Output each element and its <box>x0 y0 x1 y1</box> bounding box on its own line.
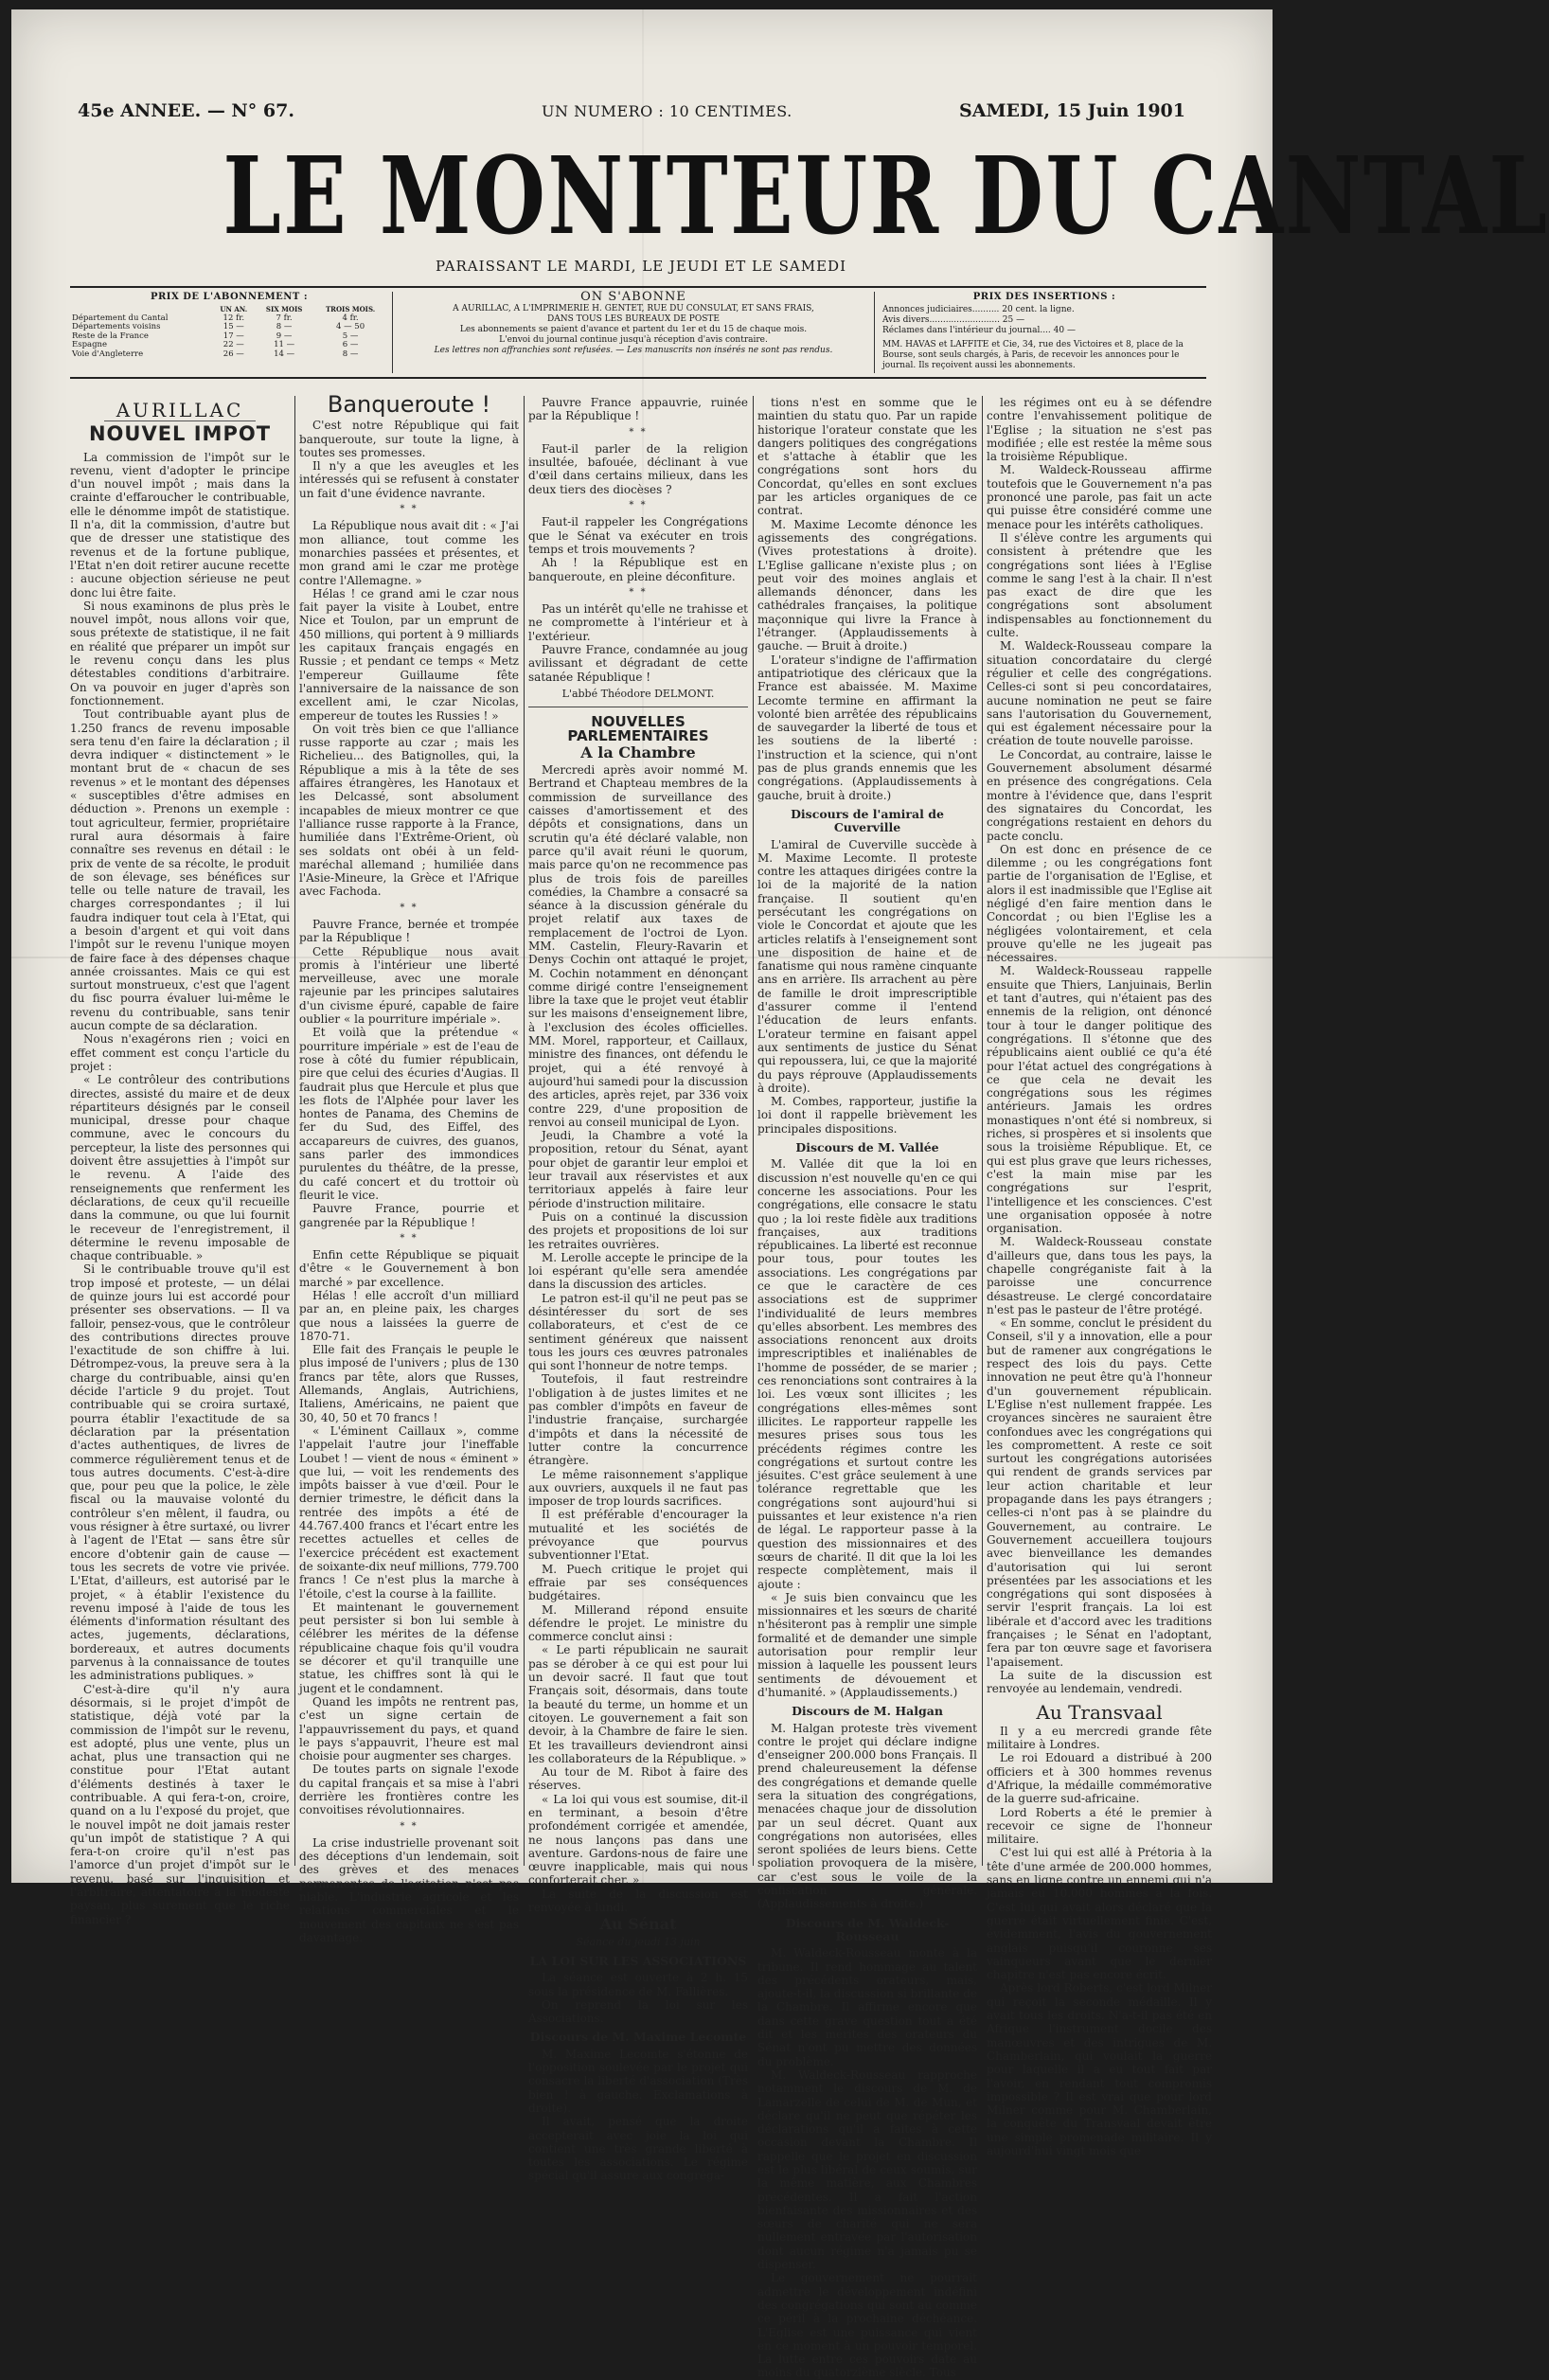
paragraph: On est donc en présence de ce dilemme ; ou les congrégations font partie de l'organisation de l'Eglise, et alors il est inadmissible que l'Eglise ait négligé d'en faire mention dans le Concordat ; ou bien l'Eglise les a négligées volontairement, et cela prouve qu'elle ne les jugeait pas nécessaires. <box>987 842 1212 965</box>
price-cell: 26 — <box>223 349 244 359</box>
paragraph: Et maintenant le gouvernement peut persister si bon lui semble à célébrer les mérites de la défense républicaine chaque fois qu'il voudra se décorer et qu'il tranquille une statue, les chiffres sont là qui le jugent et le condamnent. <box>299 1600 519 1695</box>
paragraph: Pauvre France, pourrie et gangrenée par la République ! <box>299 1202 519 1229</box>
paragraph: L'orateur s'indigne de l'affirmation antipatriotique des cléricaux que la France est abaissée. M. Maxime Lecomte termine en affirmant la volonté bien arrêtée des républicains de sauvegarder la liberté de tous et les soutiens de la liberté : l'instruction et la science, qui n'ont pas de plus grands ennemis que les congrégations. (Applaudissements à gauche, bruit à droite.) <box>757 653 977 802</box>
subscription-prices <box>70 292 388 373</box>
paragraph: Le Concordat, au contraire, laisse le Gouvernement absolument désarmé en présence des congrégations. Cela montre à l'évidence que, dans l'esprit des signataires du Concordat, les congrégations restaient en dehors du pacte conclu. <box>987 747 1212 843</box>
paragraph: Mercredi après avoir nommé M. Bertrand et Chapteau membres de la commission de surveillance des caisses d'amortissement et des dépôts et consignations, dans un scrutin qu'a été déclaré valable, non parce qu'il avait réuni le quorum, mais parce qu'on ne recommence pas plus de trois fois de pareilles comédies, la Chambre a consacré sa séance à la discussion générale du projet relatif aux taxes de remplacement de l'octroi de Lyon. MM. Castelin, Fleury-Ravarin et Denys Cochin ont attaqué le projet, M. Cochin notamment en dénonçant comme dirigé contre l'enseignement libre la taxe que le projet veut établir sur les maisons d'enseignement libre, à l'exclusion des écoles officielles. MM. Morel, rapporteur, et Caillaux, ministre des finances, ont défendu le projet, qui a été renvoyé à aujourd'hui samedi pour la discussion des articles, après rejet, par 336 voix contre 229, d'une proposition de renvoi au conseil municipal de Lyon. <box>528 763 748 1129</box>
paragraph: La suite de la discussion est renvoyée à lundi. <box>528 1887 748 1915</box>
paragraph: Le gouvernement ne pourrait admettre le développement indéfini des congrégations qui sont au comme ce péril à la prochaine déchéance. L'Eglise est une puissance qui vient en ce moment à un pouvoir temporel. La lutte entre ces pouvoirs date au moins du quatorzième siècle. Tous <box>757 2271 977 2380</box>
article-body <box>70 451 290 1926</box>
column-rule <box>294 396 295 1866</box>
headline-transvaal: Au Transvaal <box>1036 1700 1163 1724</box>
paragraph: M. Maxime Lecomte s'étonne de l'opposition soulevée par le projet qui consacre la liberté d'association (Très bien ! à gauche. Exclamations à droite). <box>528 2047 748 2115</box>
subhead-chambre: A la Chambre <box>580 743 696 761</box>
price-cell: 6 — <box>342 340 359 349</box>
insertion-prices <box>877 292 1206 373</box>
paragraph: les régimes ont eu à se défendre contre l'envahissement politique de l'Eglise ; la situation ne s'est pas modifiée ; elle est restée la même sous la troisième République. <box>987 396 1212 464</box>
paragraph: tions n'est en somme que le maintien du statu quo. Par un rapide historique l'orateur constate que les dangers politiques des congrégations et s'attache à établir que les congrégations sont hors du Concordat, qu'elles en sont exclues par les articles organiques de ce contrat. <box>757 396 977 518</box>
article-body <box>528 396 748 684</box>
insertion-note: MM. HAVAS et LAFFITE et Cie, 34, rue des Victoires et 8, place de la Bourse, sont seuls chargés, à Paris, de recevoir les annonces pour le journal. Ils reçoivent aussi les abonnements. <box>882 340 1184 370</box>
paragraph: « Le contrôleur des contributions directes, assisté du maire et de deux répartiteurs désignés par le conseil municipal, dresse pour chaque commune, avec le concours du percepteur, la liste des personnes qui doivent être assujetties à l'impôt sur le revenu. A l'aide des renseignements que renferment les déclarations, de ceux qu'il recueille dans la commune, ou que lui fournit le receveur de l'enregistrement, il détermine le revenu imposable de chaque contribuable. » <box>70 1073 290 1263</box>
paragraph: M. Vallée dit que la loi en discussion n'est nouvelle qu'en ce qui concerne les associations. Pour les congrégations, elle consacre le statu quo ; la loi reste fidèle aux traditions françaises, aux traditions républicaines. La liberté est reconnue pour tous, pour toutes les associations. Les congrégations par ce que le caractère de ces associations est de supprimer l'individualité de leurs membres qu'elles absorbent. Les membres des associations renoncent aux droits imprescriptibles et inaliénables de l'homme de posséder, de se marier ; ces renonciations sont contraires à la loi. Les vœux sont illicites ; les congrégations elles-mêmes sont illicites. Le rapporteur rappelle les mesures prises sous tous les précédents régimes contre les congrégations et surtout contre les jésuites. C'est grâce seulement à une tolérance regrettable que les congrégations sont aujourd'hui si puissantes et leur existence n'a rien de légal. Le rapporteur passe à la question des missionnaires et des sœurs de charité. Il dit que la loi les respecte complètement, mais il ajoute : <box>757 1157 977 1591</box>
article-body <box>987 1725 1212 2158</box>
sabonne-line: Les lettres non affranchies sont refusées. — Les manuscrits non insérés ne sont pas rendus. <box>434 346 833 355</box>
article-body <box>299 419 519 1944</box>
paragraph: Il avait, pensé que la droite accepterait avec joie la loi qui contient une très grande liberté à toutes les associations. Le régime spécial qu'il assure aux congréga- <box>528 2115 748 2183</box>
subscription-box <box>70 286 1206 379</box>
subscription-info <box>392 292 875 373</box>
headline-banqueroute: Banqueroute ! <box>327 391 491 418</box>
insertion-row: Avis divers.......................... 25 — <box>882 315 1025 325</box>
headline-nouvelles-parlementaires: NOUVELLES PARLEMENTAIRES <box>528 707 748 743</box>
article-body <box>528 763 748 1914</box>
paragraph: On voit très bien ce que l'alliance russe rapporte au czar ; mais les Richelieu... des Batignolles, qui, la République a mis à la tête de ses affaires étrangères, les Hanotaux et les Delcassé, sont absolument incapables de mieux montrer ce que l'alliance russe rapporte à la France, humiliée dans l'Extrême-Orient, où ses soldats ont obéi à un feld-maréchal allemand ; humiliée dans l'Asie-Mineure, la Grèce et l'Afrique avec Fachoda. <box>299 722 519 899</box>
article-body <box>757 838 977 1136</box>
column-5 <box>987 396 1212 2157</box>
paragraph: C'est-à-dire qu'il n'y aura désormais, si le projet d'impôt de statistique, déjà voté par la commission de l'impôt sur le revenu, est adopté, plus une vente, plus un achat, plus une transaction qui ne constitue pour l'Etat autant d'éléments destinés à taxer le contribuable. A qui fera-t-on, croire, quand on a lu l'exposé du projet, que le nouvel impôt ne doit jamais rester qu'un impôt de statistique ? A qui fera-t-on croire qu'il n'est pas l'amorce d'un projet d'impôt sur le revenu, basé sur l'inquisition et l'arbitraire, attentatoire à la modeste paysan, plus surement que le riche financier ? <box>70 1682 290 1926</box>
paragraph: Il s'élève contre les arguments qui consistent à prétendre que les congrégations sont liées à l'Eglise comme le sang l'est à la chair. Il n'est pas exact de dire que les congrégations sont absolument indispensables au fonctionnement du culte. <box>987 530 1212 640</box>
article-body <box>757 1157 977 1699</box>
paragraph: M. Waldeck-Rousseau affirme toutefois que le Gouvernement n'a pas prononcé une parole, pas fait un acte qui puisse être considéré comme une menace pour les intérêts catholiques. <box>987 463 1212 531</box>
paragraph: Jeudi, la Chambre a voté la proposition, retour du Sénat, ayant pour objet de garantir leur emploi et leur travail aux réservistes et aux territoriaux appelés à faire leur période d'instruction militaire. <box>528 1129 748 1210</box>
paragraph: Au tour de M. Ribot à faire des réserves. <box>528 1765 748 1793</box>
paragraph: « Le parti républicain ne saurait pas se dérober à ce qui est pour lui un devoir sacré. Il faut que tout Français soit, désormais, dans toute la beauté du terme, un homme et un citoyen. Le gouvernement a fait son devoir, à la Chambre de faire le sien. Et les travailleurs deviendront ainsi les collaborateurs de la République. » <box>528 1643 748 1765</box>
column-3 <box>528 396 748 2183</box>
insertions-heading: PRIX DES INSERTIONS : <box>972 292 1116 302</box>
paragraph: Tout contribuable ayant plus de 1.250 francs de revenu imposable sera tenu d'en faire la déclaration ; il devra indiquer « distinctement » le montant brut de « chacun de ses revenus » et le montant des dépenses « susceptibles d'être admises en déduction ». Prenons un exemple : tout agriculteur, fermier, propriétaire rural aura désormais à faire connaître ses revenus en détail : le prix de vente de sa récolte, le produit de son élevage, ses bénéfices sur telle ou telle nature de travail, les charges correspondantes ; il lui faudra indiquer tout cela à l'Etat, qui a besoin d'argent et qui voit dans l'impôt sur le revenu l'unique moyen de faire face à des dépenses chaque année croissantes. Mais ce qui est surtout monstrueux, c'est que l'agent du fisc pourra évaluer lui-même le revenu du contribuable, sans tenir aucun compte de sa déclaration. <box>70 707 290 1033</box>
region-cell: Voie d'Angleterre <box>72 349 144 359</box>
col-head: UN AN. <box>220 305 248 313</box>
paragraph: Faut-il parler de la religion insultée, bafouée, déclinant à vue d'œil dans certains milieux, dans les deux tiers des diocèses ? <box>528 441 748 496</box>
issue-number: 45e ANNEE. — N° 67. <box>78 100 294 121</box>
paragraph: Il est préférable d'encourager la mutualité et les sociétés de prévoyance que pourvus subventionner l'Etat. <box>528 1508 748 1563</box>
price-cell: 14 — <box>274 349 295 359</box>
article-body <box>528 2048 748 2183</box>
price-cell: 5 — <box>342 331 359 341</box>
separator-stars: * * <box>400 504 418 515</box>
paragraph: La commission de l'impôt sur le revenu, vient d'adopter le principe d'un nouvel impôt ; mais dans la crainte d'effaroucher le contribuable, elle le dénomme impôt de statistique. Il n'a, dit la commission, d'autre but que de dresser une statistique des revenus et de la fortune publique, l'Etat n'en doit retirer aucune recette : aucune objection sérieuse ne peut donc lui être faite. <box>70 450 290 599</box>
paragraph: Si nous examinons de plus près le nouvel impôt, nous allons voir que, sous prétexte de statistique, il ne fait en réalité que préparer un impôt sur le revenu conçu dans les plus détestables conditions d'arbitraire. On va pouvoir en juger d'après son fonctionnement. <box>70 599 290 707</box>
newspaper-page <box>11 9 1549 2380</box>
paragraph: M. Lerolle accepte le principe de la loi espérant qu'elle sera amendée dans la discussion des articles. <box>528 1250 748 1292</box>
paragraph: La séance est ouverte à 2 h. 15 sous la présidence de M. Fallières. <box>528 1971 748 1998</box>
paragraph: Lord Roberts a été le premier à recevoir ce signe de l'honneur militaire. <box>987 1805 1212 1847</box>
paragraph: Hélas ! elle accroît d'un milliard par an, en pleine paix, les charges que nous a laissées la guerre de 1870-71. <box>299 1289 519 1343</box>
issue-date: SAMEDI, 15 Juin 1901 <box>959 100 1185 121</box>
subhead-senat: Au Sénat <box>599 1915 677 1934</box>
paragraph: Enfin cette République se piquait d'être « le Gouvernement à bon marché » par excellence. <box>299 1248 519 1289</box>
newspaper-tagline: PARAISSANT LE MARDI, LE JEUDI ET LE SAMEDI <box>435 258 847 275</box>
paragraph: M. Maxime Lecomte dénonce les agissements des congrégations. (Vives protestations à droite). L'Eglise gallicane n'existe plus ; on peut voir des moines anglais et allemands dénoncer, dans les cathédrales françaises, la politique maçonnique qui livre la France à l'étranger. (Applaudissements à gauche. — Bruit à droite.) <box>757 517 977 653</box>
separator-stars: * * <box>629 426 648 438</box>
paragraph: M. Puech critique le projet qui effraie par ses conséquences budgétaires. <box>528 1562 748 1603</box>
column-rule <box>982 396 983 1866</box>
paragraph: L'amiral de Cuverville succède à M. Maxime Lecomte. Il proteste contre les attaques dirigées contre la loi de la majorité de la nation française. Il soutient qu'en persécutant les congrégations on viole le Concordat et ajoute que les articles relatifs à l'enseignement sont une disposition de haine et de fanatisme qui nous ramène cinquante ans en arrière. Ils arrachent au père de famille le droit imprescriptible d'assurer comme il l'entend l'éducation de leurs enfants. L'orateur termine en faisant appel aux sentiments de justice du Sénat qui repoussera, lui, ce que la majorité du pays réprouve (Applaudissements à droite). <box>757 837 977 1095</box>
column-1 <box>70 396 290 1926</box>
paragraph: Si le contribuable trouve qu'il est trop imposé et proteste, — un délai de quinze jours lui est accordé pour présenter ses observations. — Il va falloir, pensez-vous, que le contrôleur des contributions directes prouve l'exactitude de son chiffre à lui. Détrompez-vous, la preuve sera à la charge du contribuable, ainsi qu'en décide l'article 9 du projet. Tout contribuable qui se croira surtaxé, pourra établir l'exactitude de sa déclaration par la présentation d'actes authentiques, de livres de commerce régulièrement tenus et de tous autres documents. C'est-à-dire que, pour peu que la police, le zèle fiscal ou la mauvaise volonté du contrôleur s'en mêlent, il faudra, ou vous résigner à être surtaxé, ou livrer à l'agent de l'Etat — sans être sûr encore d'obtenir gain de cause — tous les secrets de votre vie privée. L'Etat, d'ailleurs, est autorisé par le projet, « à établir l'existence du revenu imposé à l'aide de tous les éléments d'information résultant des actes, jugements, déclarations, bordereaux, et autres documents parvenus à la connaissance de toutes les administrations publiques. » <box>70 1262 290 1683</box>
region-cell: Département du Cantal <box>72 313 169 323</box>
paragraph: Après lord Roberts, c'est lord Milner qui reçoit la seconde médaille. Il y avait tous les droits. N'a-t-il pas été en Afrique l'instrument docile des manœuvres et des intrigues de M. Chamberlain, qui voulait la guerre pour laquelle il a eu tout fait par l'avoir, en rendant tout compromis impossible ? Il est vrai que pour lord Milner comme pour M. Chamberlain, la conquête du Transvaal devait être une simple promenade militaire. Il y aujourd'hui vingt mois que <box>987 1981 1212 2157</box>
subscription-row <box>70 350 388 360</box>
paragraph: On reprend la loi sur les Associations. <box>528 1997 748 2026</box>
price-cell: 22 — <box>223 340 244 349</box>
insertion-row: Réclames dans l'intérieur du journal.... 40 — <box>882 326 1076 335</box>
col-head: SIX MOIS <box>265 305 303 313</box>
paragraph: De toutes parts on signale l'exode du capital français et sa mise à l'abri derrière les frontières contre les convoitises révolutionnaires. <box>299 1763 519 1817</box>
paragraph: C'est lui qui est allé à Prétoria à la tête d'une armée de 200.000 hommes, sans en ligne contre un ennemi qui n'a jamais eu 10.000 hommes à la fois. C'est lui qui avait alors déclaré que la guerre était virtuellement finie. C'est, évidemment, l'avis du gouvernement anglais puisqu'il couronne ses vainqueurs avant que le dernier chapitre n'est pas encore écrit. <box>987 1846 1212 1982</box>
author-signature: L'abbé Théodore DELMONT. <box>561 687 715 700</box>
separator-stars: * * <box>400 1232 418 1244</box>
paragraph: La suite de la discussion est renvoyée au lendemain, vendredi. <box>987 1668 1212 1696</box>
paragraph: M. Halgan proteste très vivement contre le projet qui déclare indigne d'enseigner 200.000 bons Français. Il prend chaleureusement la défense des congrégations et demande quelle sera la situation des congrégations, menacées chaque jour de dissolution par un seul décret. Quant aux congrégations non autorisées, elles seront spoliées de leurs biens. Cette spoliation provoquera de la misère, car c'est sous le voile de la confiscation générale. (Applaudissements à droite.) <box>757 1721 977 1911</box>
paragraph: « La loi qui vous est soumise, dit-il en terminant, a besoin d'être profondément corrigée et amendée, ne nous lançons pas dans une aventure. Gardons-nous de faire une œuvre inapplicable, mais qui nous conforterait cher. » <box>528 1792 748 1888</box>
price-cell: 4 — 50 <box>336 322 365 331</box>
paragraph: Hélas ! ce grand ami le czar nous fait payer la visite à Loubet, entre Nice et Toulon, par un emprunt de 450 millions, qui portent à 9 milliards les capitaux français engagés en Russie ; et pendant ce temps « Metz l'empereur Guillaume fête l'anniversaire de la naissance de son excellent ami, le czar Nicolas, empereur de toutes les Russies ! » <box>299 586 519 723</box>
region-cell: Reste de la France <box>72 331 149 341</box>
region-cell: Espagne <box>72 340 108 349</box>
article-body <box>528 1971 748 2025</box>
column-rule <box>524 396 525 1866</box>
paragraph: Le roi Edouard a distribué à 200 officiers et à 300 hommes revenus d'Afrique, la médaille commémorative de la guerre sud-africaine. <box>987 1751 1212 1806</box>
paragraph: M. Waldeck-Rousseau rapproche notamment le discours de M. de Lamarzelle de celui de M. de Mun, et déclare qu'il ne peut que répéter les déclarations qu'il a faites à cette occasion devant la Chambre. Il rappelle que le projet en discussion est le plus libéral de ceux soumis, sur la même matière, aux Chambres précédentes. Il a fait l'action bienfaisante des missionnaires et des sœurs de charité qui ne sera nullement entravée par l'autorisation dont aucun régime n'a jamais pu se dispenser. <box>757 2067 977 2272</box>
newspaper-title: LE MONITEUR DU CANTAL <box>223 134 1549 259</box>
column-rule <box>753 396 754 1866</box>
paragraph: « L'éminent Caillaux », comme l'appelait l'autre jour l'ineffable Loubet ! — vient de nous « éminent » que lui, — voit les rendements des impôts baisser à vue d'œil. Pour le dernier trimestre, le déficit dans la rentrée des impôts a été de 44.767.400 francs et l'écart entre les recettes actuelles et celles de l'exercice précédent est exactement de soixante-dix neuf millions, 779.700 francs ! Ce n'est plus la marche à l'étoile, c'est la course à la faillite. <box>299 1423 519 1601</box>
paragraph: Faut-il rappeler les Congrégations que le Sénat va exécuter en trois temps et trois mouvements ? <box>528 515 748 556</box>
article-body <box>757 1722 977 1911</box>
paragraph: La République nous avait dit : « J'ai mon alliance, tout comme les monarchies passées et présentes, et mon grand ami le czar me protège contre l'Allemagne. » <box>299 519 519 587</box>
paragraph: Elle fait des Français le peuple le plus imposé de l'univers ; plus de 130 francs par tête, alors que Russes, Allemands, Anglais, Autrichiens, Italiens, Américains, ne paient que 30, 40, 50 et 70 francs ! <box>299 1343 519 1424</box>
sabonne-line: L'envoi du journal continue jusqu'à réception d'avis contraire. <box>499 335 768 345</box>
price-cell: 15 — <box>223 322 244 331</box>
section-label: AURILLAC <box>116 399 244 421</box>
region-cell: Départements voisins <box>72 322 161 331</box>
price-cell: 4 fr. <box>342 313 359 323</box>
paragraph: Il n'y a que les aveugles et les intéressés qui se refusent à constater un fait d'une évidence navrante. <box>299 459 519 500</box>
separator-stars: * * <box>400 902 418 913</box>
sabonne-line: A AURILLAC, A L'IMPRIMERIE H. GENTET, RUE DU CONSULAT, ET SANS FRAIS, <box>453 304 814 313</box>
column-2 <box>299 391 519 1944</box>
article-body <box>757 396 977 802</box>
paragraph: Pas un intérêt qu'elle ne trahisse et ne compromette à l'intérieur et à l'extérieur. <box>528 602 748 643</box>
separator-stars: * * <box>629 500 648 511</box>
paragraph: « Je suis bien convaincu que les missionnaires et les sœurs de charité n'hésiteront pas à remplir une simple formalité et de demander une simple autorisation pour remplir leur mission à laquelle les poussent leurs sentiments de dévouement et d'humanité. » (Applaudissements.) <box>757 1590 977 1699</box>
column-4 <box>757 396 977 2380</box>
price-cell: 8 — <box>342 349 359 359</box>
headline-nouvel-impot: NOUVEL IMPOT <box>88 422 272 446</box>
subscription-table <box>70 305 388 359</box>
price-cell: 9 — <box>276 331 293 341</box>
sabonne-line: Les abonnements se paient d'avance et partent du 1er et du 15 de chaque mois. <box>459 325 808 334</box>
paragraph: M. Waldeck-Rousseau constate d'ailleurs que, dans tous les pays, la chapelle congréganiste fait à la paroisse une concurrence désastreuse. Le clergé concordataire n'est pas le pasteur de l'être protégé. <box>987 1235 1212 1316</box>
paragraph: Le même raisonnement s'applique aux ouvriers, auxquels il ne faut pas imposer de trop lourds sacrifices. <box>528 1467 748 1509</box>
price-cell: 7 fr. <box>276 313 293 323</box>
sabonne-line: DANS TOUS LES BUREAUX DE POSTE <box>547 314 720 324</box>
paragraph: C'est notre République qui fait banqueroute, sur toute la ligne, à toutes ses promesses. <box>299 419 519 459</box>
paragraph: Quand les impôts ne rentrent pas, c'est un signe certain de l'appauvrissement du pays, et quand le pays s'appauvrit, l'heure est mal choisie pour augmenter ses charges. <box>299 1694 519 1763</box>
on-sabonne-heading: ON S'ABONNE <box>580 290 686 304</box>
subhead-lecomte: Discours de M. Maxime Lecomte <box>529 2030 747 2045</box>
subhead-vallee: Discours de M. Vallée <box>795 1140 939 1155</box>
paragraph: Nous n'exagérons rien ; voici en effet comment est conçu l'article du projet : <box>70 1032 290 1073</box>
section-aurillac <box>70 399 290 421</box>
paragraph: Pauvre France appauvrie, ruinée par la République ! <box>528 396 748 423</box>
paragraph: M. Waldeck-Rousseau monte à la tribune. Il rend hommage au talent des précédents orateurs, mais, ajoute-t-il, la discussion si brillante de la Chambre. Il affirme encore que dans cette grave question tout a été dit et les mérites des orateurs du Sénat n'ont pu mettre des données du problème. <box>757 1946 977 2068</box>
paragraph: La crise industrielle provenant soit des déceptions d'un lendemain, soit des grèves et des menaces permanentes de l'agitation n'est pas niable. L'industrie agricole et les relations commerciales et le mouvement des capitaux ne s'est pas davantage. <box>299 1835 519 1944</box>
article-body <box>987 396 1212 1696</box>
subhead-waldeck: Discours de M. Waldeck-Rousseau <box>785 1915 950 1943</box>
subhead-cuverville: Discours de l'amiral de Cuverville <box>791 806 944 835</box>
separator-stars: * * <box>629 586 648 598</box>
paragraph: M. Millerand répond ensuite défendre le projet. Le ministre du commerce conclut ainsi : <box>528 1602 748 1644</box>
paragraph: Pauvre France, bernée et trompée par la République ! <box>299 917 519 945</box>
paragraph: Le patron est-il qu'il ne peut pas se désintéresser du sort de ses collaborateurs, et c'est de ce sentiment généreux que naissent tous les jours ces œuvres patronales qui sont l'honneur de notre temps. <box>528 1291 748 1373</box>
separator-stars: * * <box>400 1820 418 1832</box>
price-cell: 11 — <box>274 340 295 349</box>
subhead-loi-associations: LA LOI SUR LES ASSOCIATIONS <box>529 1953 747 1968</box>
paragraph: Puis on a continué la discussion des projets et propositions de loi sur les retraites ouvrières. <box>528 1209 748 1251</box>
subhead-halgan: Discours de M. Halgan <box>792 1704 943 1719</box>
paragraph: Toutefois, il faut restreindre l'obligation à de justes limites et ne pas combler d'impôts en faveur de l'industrie française, surchargée d'impôts et dans la nécessité de lutter contre la concurrence étrangère. <box>528 1372 748 1468</box>
article-columns <box>70 391 1214 2380</box>
price-cell: 17 — <box>223 331 244 341</box>
paragraph: M. Waldeck-Rousseau rappelle ensuite que Thiers, Lanjuinais, Berlin et tant d'autres, qui n'étaient pas des ennemis de la religion, ont dénoncé tour à tour le danger politique des congrégations. Il s'étonne que des républicains aient oublié ce qu'a été pour l'état actuel des congrégations à ce que cela ne devait les congrégations sous les régimes antérieurs. Jamais les ordres monastiques n'ont été si nombreux, si riches, si prospères et si insolents que sous la troisième République. Et, ce qui est plus grave que leurs richesses, c'est la main mise par les congrégations sur l'esprit, l'intelligence et les consciences. C'est une organisation opposée à notre organisation. <box>987 964 1212 1236</box>
insertion-row: Annonces judiciaires.......... 20 cent. la ligne. <box>882 305 1075 314</box>
issue-line <box>78 100 1185 129</box>
seance-date: Séance du jeudi 13 juin <box>576 1935 701 1948</box>
price-cell: 12 fr. <box>223 313 245 323</box>
paragraph: Et voilà que la prétendue « pourriture impériale » est de l'eau de rose à côté du fumier républicain, pire que celui des écuries d'Augias. Il faudrait plus que Hercule et plus que les flots de l'Alphée pour laver les hontes de Panama, des Chemins de fer du Sud, des Eiffel, des accapareurs de cuivres, des guanos, sans parler des immondices purulentes du théâtre, de la presse, du café concert et du trottoir où fleurit le vice. <box>299 1026 519 1202</box>
col-head: TROIS MOIS. <box>325 305 376 313</box>
paragraph: Cette République nous avait promis à l'intérieur une liberté merveilleuse, avec une morale rajeunie par les principes salutaires d'un civisme épuré, capable de faire oublier « la pourriture impériale ». <box>299 944 519 1027</box>
paragraph: M. Waldeck-Rousseau compare la situation concordataire du clergé régulier et celle des congrégations. Celles-ci sont si peu concordataires, aucune nomination ne peut se faire sans l'autorisation du Gouvernement, qui est également nécessaire pour la création de toute nouvelle paroisse. <box>987 639 1212 748</box>
issue-price: UN NUMERO : 10 CENTIMES. <box>542 102 792 120</box>
paragraph: « En somme, conclut le président du Conseil, s'il y a innovation, elle a pour but de ramener aux congrégations le respect des lois du pays. Cette innovation ne peut être qu'à l'honneur d'un gouvernement républicain. L'Eglise n'est nullement frappée. Les croyances sincères ne sauraient être confondues avec les congrégations qui les compromettent. A reste ce soit surtout les congrégations autorisées qui rendent de grands services par leur action charitable et leur propagande dans les pays étrangers ; celles-ci n'ont pas à se plaindre du Gouvernement, au contraire. Le Gouvernement accueillera toujours avec bienveillance les demandes d'autorisation qui lui seront présentées par les associations et les congrégations qui sont disposées à servir l'esprit français. La loi est libérale et d'accord avec les traditions françaises ; le Sénat en l'adoptant, fera par ton œuvre sage et favorisera l'apaisement. <box>987 1316 1212 1669</box>
paragraph: Ah ! la République est en banqueroute, en pleine déconfiture. <box>528 556 748 583</box>
paragraph: M. Combes, rapporteur, justifie la loi dont il rappelle brièvement les principales dispositions. <box>757 1095 977 1136</box>
article-body <box>757 1946 977 2380</box>
paragraph: Il y a eu mercredi grande fête militaire à Londres. <box>987 1724 1212 1752</box>
subscription-heading: PRIX DE L'ABONNEMENT : <box>150 292 309 302</box>
paragraph: Pauvre France, condamnée au joug avilissant et dégradant de cette satanée République ! <box>528 643 748 684</box>
price-cell: 8 — <box>276 322 293 331</box>
